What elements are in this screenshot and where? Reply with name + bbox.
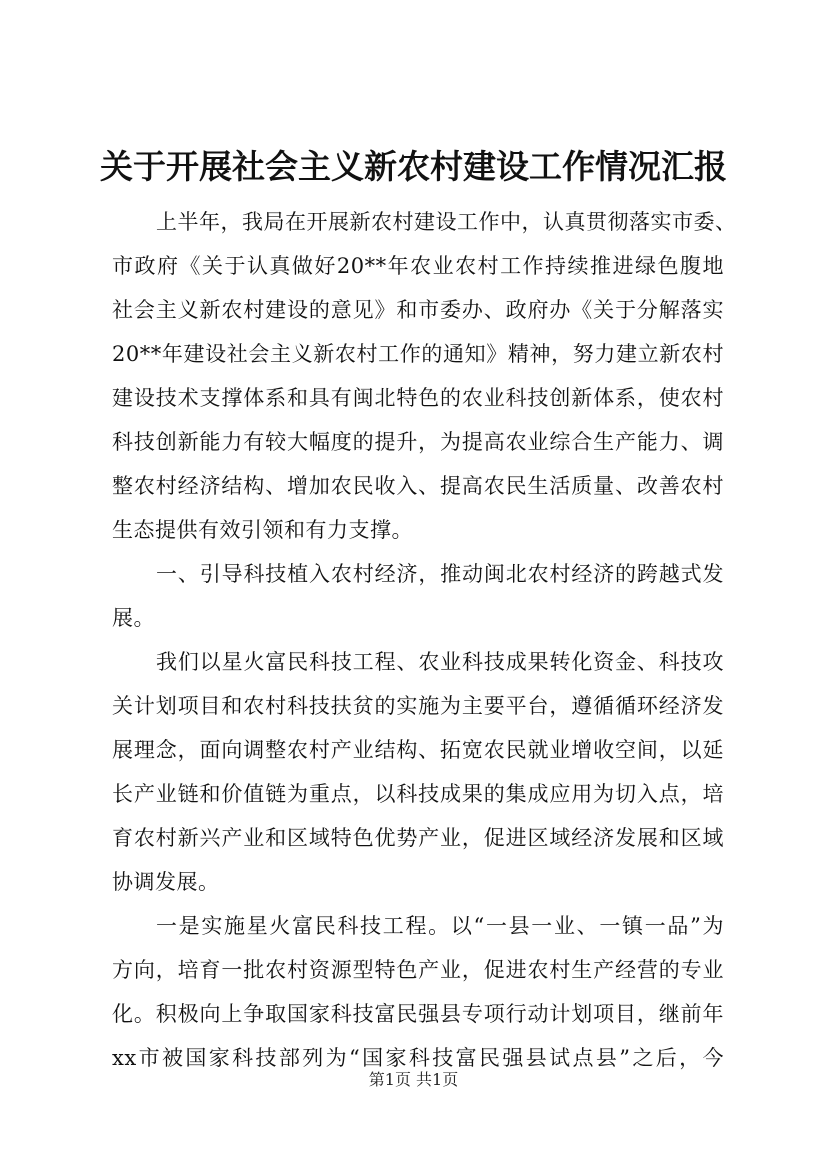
- section-heading-line-1: 一、引导科技植入农村经济，推动闽北农村经济的跨越式发: [156, 562, 724, 586]
- body-line-5: 建设技术支撑体系和具有闽北特色的农业科技创新体系，使农村: [112, 386, 724, 410]
- document-body: [112, 200, 737, 1080]
- document-title: 关于开展社会主义新农村建设工作情况汇报: [100, 147, 727, 186]
- body-line-9: 我们以星火富民科技工程、农业科技成果转化资金、科技攻: [156, 650, 724, 674]
- body-line-13: 育农村新兴产业和区域特色优势产业，促进区域经济发展和区域: [112, 826, 724, 850]
- body-line-15: 一是实施星火富民科技工程。以“一县一业、一镇一品”为: [156, 914, 724, 938]
- body-line-10: 关计划项目和农村科技扶贫的实施为主要平台，遵循循环经济发: [112, 694, 724, 718]
- body-line-6: 科技创新能力有较大幅度的提升，为提高农业综合生产能力、调: [112, 430, 724, 454]
- body-line-14: 协调发展。: [112, 870, 220, 894]
- section-heading-line-2: 展。: [112, 606, 155, 630]
- body-line-18: xx市被国家科技部列为“国家科技富民强县试点县”之后，今: [112, 1046, 724, 1070]
- body-line-7: 整农村经济结构、增加农民收入、提高农民生活质量、改善农村: [112, 474, 724, 498]
- page-footer: 第1页 共1页: [368, 1070, 459, 1089]
- body-line-4: 20**年建设社会主义新农村工作的通知》精神，努力建立新农村: [112, 342, 724, 366]
- body-line-2: 市政府《关于认真做好20**年农业农村工作持续推进绿色腹地: [112, 254, 724, 278]
- body-line-8: 生态提供有效引领和有力支撑。: [112, 518, 413, 542]
- body-line-3: 社会主义新农村建设的意见》和市委办、政府办《关于分解落实: [112, 298, 724, 322]
- body-line-17: 化。积极向上争取国家科技富民强县专项行动计划项目，继前年: [112, 1002, 724, 1026]
- body-line-16: 方向，培育一批农村资源型特色产业，促进农村生产经营的专业: [112, 958, 724, 982]
- body-line-12: 长产业链和价值链为重点，以科技成果的集成应用为切入点，培: [112, 782, 724, 806]
- body-line-1: 上半年，我局在开展新农村建设工作中，认真贯彻落实市委、: [156, 210, 737, 234]
- body-line-11: 展理念，面向调整农村产业结构、拓宽农民就业增收空间，以延: [112, 738, 724, 762]
